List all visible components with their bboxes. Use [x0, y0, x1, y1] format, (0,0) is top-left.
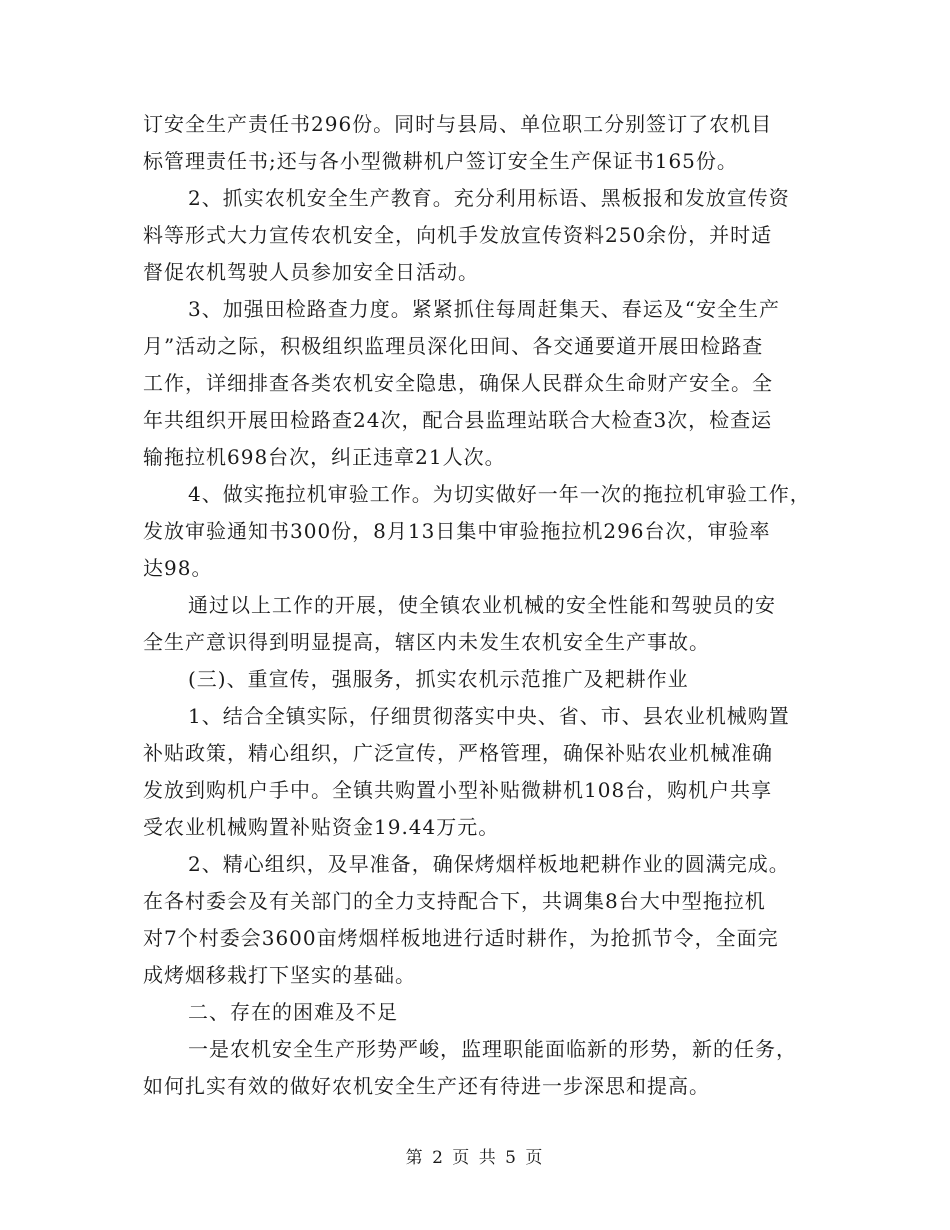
paragraph [143, 994, 823, 1031]
paragraph [143, 180, 823, 291]
paragraph [143, 1031, 823, 1105]
paragraph [143, 106, 823, 180]
text-line: 通过以上工作的开展，使全镇农业机械的安全性能和驾驶员的安 [188, 593, 776, 617]
text-line: 对7个村委会3600亩烤烟样板地进行适时耕作，为抢抓节令，全面完 [143, 926, 779, 950]
text-line: 一是农机安全生产形势严峻，监理职能面临新的形势，新的任务， [188, 1037, 797, 1061]
page-footer: 第 2 页 共 5 页 [405, 1148, 545, 1168]
paragraph [143, 846, 823, 994]
text-line: 成烤烟移栽打下坚实的基础。 [143, 963, 416, 987]
paragraph [143, 587, 823, 661]
text-line: 标管理责任书;还与各小型微耕机户签订安全生产保证书165份。 [143, 149, 738, 173]
text-line: 发放审验通知书300份，8月13日集中审验拖拉机296台次，审验率 [143, 519, 771, 543]
document-body [143, 106, 823, 1105]
text-line: 发放到购机户手中。全镇共购置小型补贴微耕机108台，购机户共享 [143, 778, 773, 802]
text-line: 补贴政策，精心组织，广泛宣传，严格管理，确保补贴农业机械准确 [143, 741, 773, 765]
text-line: 月”活动之际，积极组织监理员深化田间、各交通要道开展田检路查 [143, 334, 764, 358]
text-line: 在各村委会及有关部门的全力支持配合下，共调集8台大中型拖拉机 [143, 889, 766, 913]
text-line: 全生产意识得到明显提高，辖区内未发生农机安全生产事故。 [143, 630, 710, 654]
text-line: 1、结合全镇实际，仔细贯彻落实中央、省、市、县农业机械购置 [188, 704, 790, 728]
text-line: 达98。 [143, 556, 213, 580]
text-line: 4、做实拖拉机审验工作。为切实做好一年一次的拖拉机审验工作， [188, 482, 811, 506]
text-line: 督促农机驾驶人员参加安全日活动。 [143, 260, 479, 284]
text-line: 2、精心组织，及早准备，确保烤烟样板地耙耕作业的圆满完成。 [188, 852, 790, 876]
paragraph [143, 291, 823, 476]
text-line: 输拖拉机698台次，纠正违章21人次。 [143, 445, 506, 469]
text-line: 料等形式大力宣传农机安全，向机手发放宣传资料250余份，并时适 [143, 223, 773, 247]
text-line: 如何扎实有效的做好农机安全生产还有待进一步深思和提高。 [143, 1074, 710, 1098]
text-line: 年共组织开展田检路查24次，配合县监理站联合大检查3次，检查运 [143, 408, 773, 432]
text-line: 工作，详细排查各类农机安全隐患，确保人民群众生命财产安全。全 [143, 371, 773, 395]
text-line: 2、抓实农机安全生产教育。充分利用标语、黑板报和发放宣传资 [188, 186, 790, 210]
paragraph [143, 698, 823, 846]
text-line: (三)、重宣传，强服务，抓实农机示范推广及耙耕作业 [188, 667, 689, 691]
paragraph [143, 476, 823, 587]
paragraph [143, 661, 823, 698]
text-line: 订安全生产责任书296份。同时与县局、单位职工分别签订了农机目 [143, 112, 773, 136]
text-line: 3、加强田检路查力度。紧紧抓住每周赶集天、春运及“安全生产 [188, 297, 780, 321]
text-line: 二、存在的困难及不足 [188, 1000, 398, 1024]
text-line: 受农业机械购置补贴资金19.44万元。 [143, 815, 500, 839]
